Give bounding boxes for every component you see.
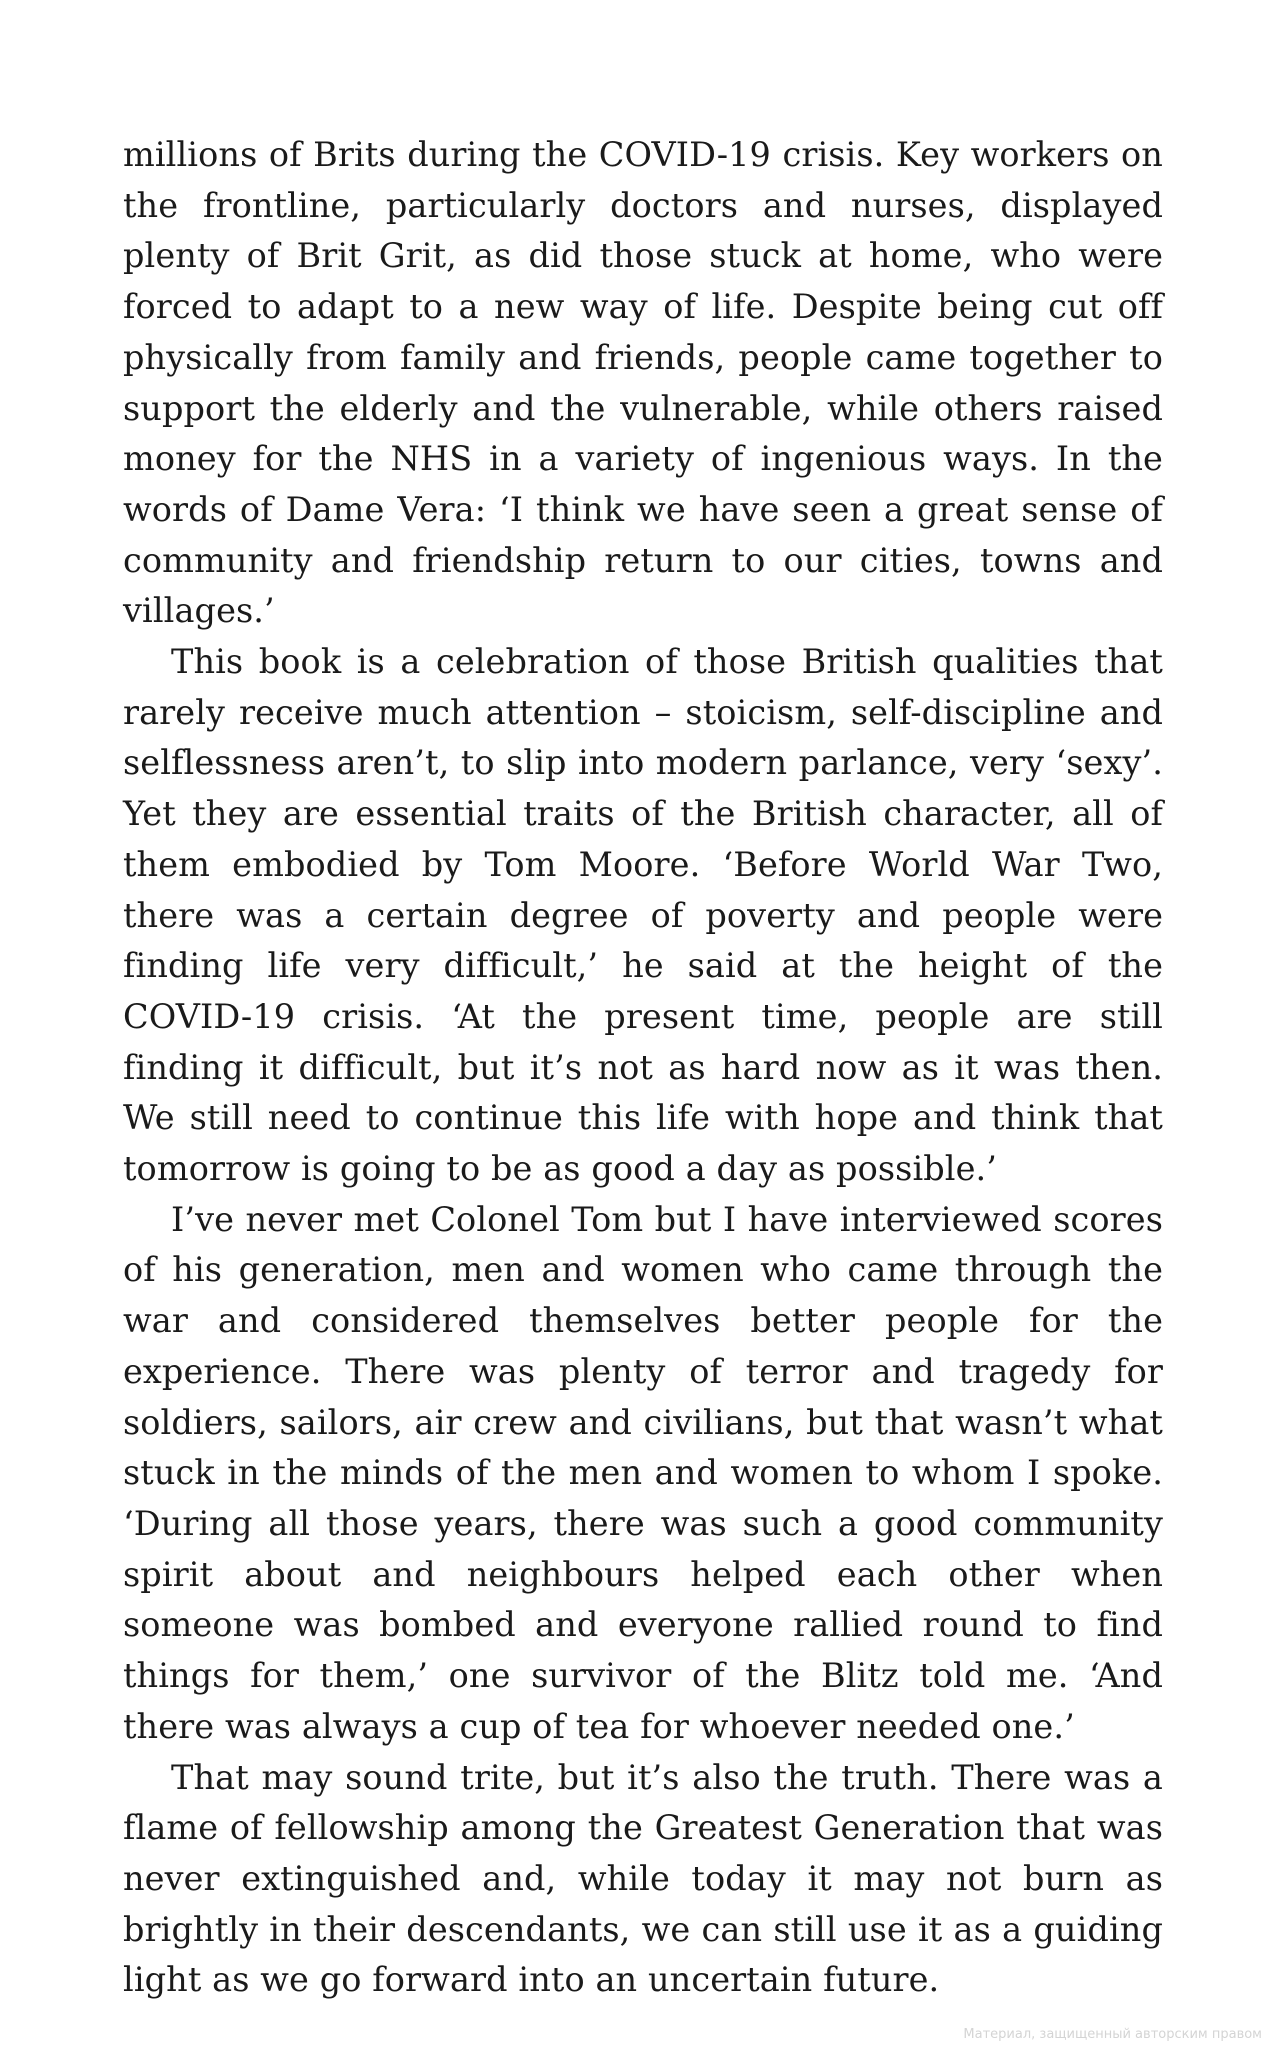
paragraph-1: millions of Brits during the COVID-19 crisis. Key workers on the frontline, particularly doctors and nurses, displayed plenty of Brit Grit, as did those stuck at home, who were forced to adapt to a new way of life. Despite being cut off physically from family and friends, people came together to support the elderly and the vulnerable, while others raised money for the NHS in a variety of ingenious ways. In the words of Dame Vera: ‘I think we have seen a great sense of community and friendship return to our cities, towns and villages.’ xyxy=(123,135,1163,631)
paragraph-3: I’ve never met Colonel Tom but I have interviewed scores of his generation, men and women who came through the war and considered themselves better people for the experience. There was plenty of terror and tragedy for soldiers, sailors, air crew and civilians, but that wasn’t what stuck in the minds of the men and women to whom I spoke. ‘During all those years, there was such a good community spirit about and neighbours helped each other when someone was bombed and everyone rallied round to find things for them,’ one survivor of the Blitz told me. ‘And there was always a cup of tea for whoever needed one.’ xyxy=(123,1199,1163,1746)
page-body xyxy=(123,130,1163,2006)
copyright-watermark: Материал, защищенный авторским правом xyxy=(963,2027,1262,2042)
paragraph-2: This book is a celebration of those British qualities that rarely receive much attention – stoicism, self-discipline and selflessness aren’t, to slip into modern parlance, very ‘sexy’. Yet they are essential traits of the British character, all of them embodied by Tom Moore. ‘Before World War Two, there was a certain degree of poverty and people were finding life very difficult,’ he said at the height of the COVID-19 crisis. ‘At the present time, people are still finding it difficult, but it’s not as hard now as it was then. We still need to continue this life with hope and think that tomorrow is going to be as good a day as possible.’ xyxy=(123,642,1163,1189)
paragraph-4: That may sound trite, but it’s also the truth. There was a flame of fellowship among the Greatest Generation that was never extinguished and, while today it may not burn as brightly in their descendants, we can still use it as a guiding light as we go forward into an uncertain future. xyxy=(123,1757,1163,2000)
